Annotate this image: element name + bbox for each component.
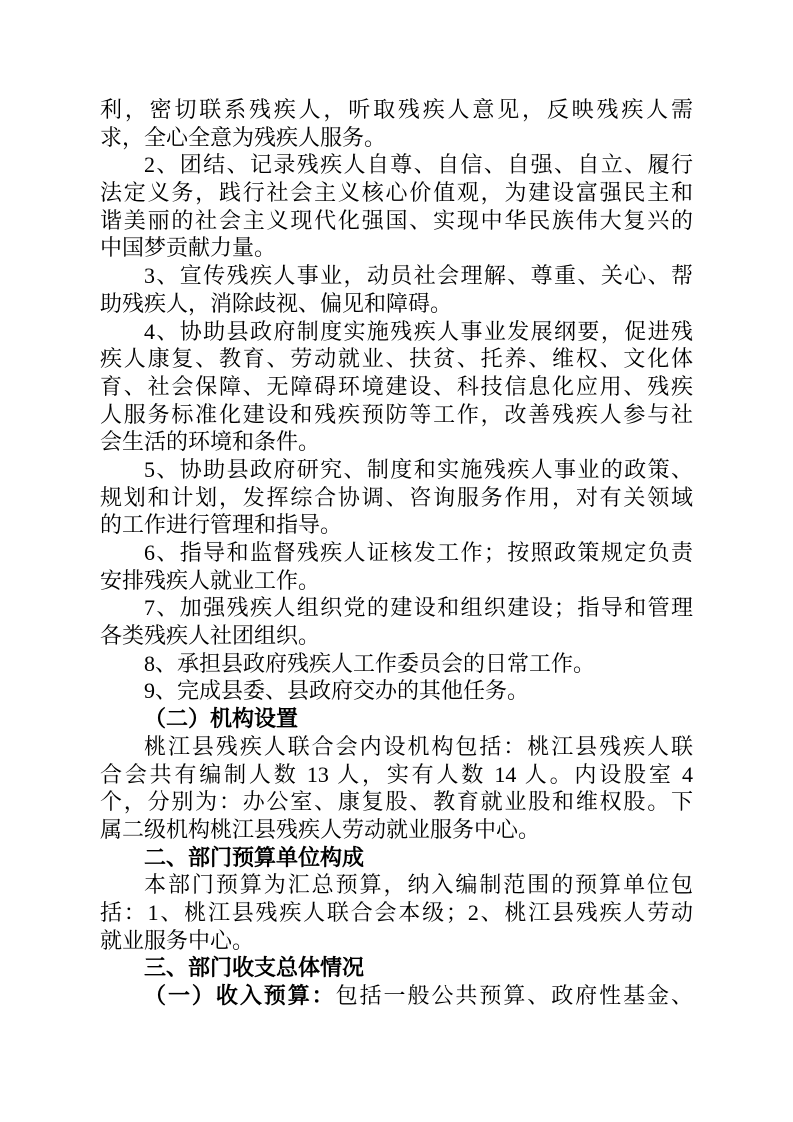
text-line <box>100 345 693 373</box>
paragraph <box>100 650 693 678</box>
bold-text-run: 二、部门预算单位构成 <box>144 844 365 870</box>
text-line <box>100 899 693 927</box>
text-line <box>100 373 693 401</box>
text-line <box>100 318 693 346</box>
paragraph <box>100 262 693 317</box>
text-run: 个，分别为：办公室、康复股、教育就业股和维权股。下 <box>100 789 693 815</box>
text-run: 谐美丽的社会主义现代化强国、实现中华民族伟大复兴的 <box>100 207 693 233</box>
text-line <box>100 262 693 290</box>
section-heading <box>100 705 693 733</box>
text-line <box>100 567 693 595</box>
text-line <box>100 927 693 955</box>
text-run: 5、协助县政府研究、制度和实施残疾人事业的政策、 <box>144 456 693 482</box>
text-line <box>100 761 693 789</box>
text-run: 6、指导和监督残疾人证核发工作；按照政策规定负责 <box>144 540 693 565</box>
text-line <box>100 816 693 844</box>
text-line <box>100 844 693 872</box>
bold-text-run: （二）机构设置 <box>144 706 299 732</box>
text-line <box>100 511 693 539</box>
text-line <box>100 290 693 318</box>
text-run: 合会共有编制人数 13 人，实有人数 14 人。内设股室 4 <box>100 761 693 787</box>
paragraph <box>100 733 693 844</box>
text-line <box>100 954 693 982</box>
text-run: 疾人康复、教育、劳动就业、扶贫、托养、维权、文化体 <box>100 346 693 372</box>
text-line <box>100 677 693 705</box>
text-run: 法定义务，践行社会主义核心价值观，为建设富强民主和 <box>100 180 693 206</box>
text-run: 8、承担县政府残疾人工作委员会的日常工作。 <box>144 650 596 676</box>
document-body <box>100 96 693 1010</box>
text-run: 规划和计划，发挥综合协调、咨询服务作用，对有关领域 <box>100 484 693 510</box>
bold-text-run: 三、部门收支总体情况 <box>144 955 365 981</box>
text-run: 育、社会保障、无障碍环境建设、科技信息化应用、残疾 <box>100 373 693 399</box>
text-line <box>100 788 693 816</box>
text-line <box>100 428 693 456</box>
paragraph <box>100 871 693 954</box>
text-run: 属二级机构桃江县残疾人劳动就业服务中心。 <box>100 816 541 842</box>
text-line <box>100 96 693 124</box>
text-run: 助残疾人，消除歧视、偏见和障碍。 <box>100 290 453 316</box>
paragraph <box>100 539 693 594</box>
text-run: 本部门预算为汇总预算，纳入编制范围的预算单位包 <box>144 872 693 898</box>
text-line <box>100 594 693 622</box>
text-line <box>100 124 693 152</box>
text-line <box>100 179 693 207</box>
section-heading <box>100 954 693 982</box>
section-heading <box>100 844 693 872</box>
text-run: 的工作进行管理和指导。 <box>100 512 343 538</box>
text-line <box>100 234 693 262</box>
text-line <box>100 982 693 1010</box>
text-line <box>100 539 693 567</box>
paragraph <box>100 594 693 649</box>
text-run: 利，密切联系残疾人，听取残疾人意见，反映残疾人需 <box>100 97 693 122</box>
text-run: 安排残疾人就业工作。 <box>100 567 321 593</box>
text-run: 会生活的环境和条件。 <box>100 429 321 455</box>
text-run: 中国梦贡献力量。 <box>100 235 277 261</box>
text-line <box>100 151 693 179</box>
text-line <box>100 650 693 678</box>
text-run: 括：1、桃江县残疾人联合会本级；2、桃江县残疾人劳动 <box>100 899 693 925</box>
text-run: 人服务标准化建设和残疾预防等工作，改善残疾人参与社 <box>100 401 693 427</box>
text-run: 就业服务中心。 <box>100 927 255 953</box>
paragraph <box>100 677 693 705</box>
text-line <box>100 207 693 235</box>
text-line <box>100 622 693 650</box>
text-run: 3、宣传残疾人事业，动员社会理解、尊重、关心、帮 <box>144 263 693 289</box>
text-line <box>100 484 693 512</box>
text-run: 9、完成县委、县政府交办的其他任务。 <box>144 678 530 704</box>
text-run: 各类残疾人社团组织。 <box>100 623 321 649</box>
paragraph <box>100 456 693 539</box>
paragraph <box>100 318 693 456</box>
text-line <box>100 705 693 733</box>
text-run: 4、协助县政府制度实施残疾人事业发展纲要，促进残 <box>144 318 693 344</box>
text-run: 2、团结、记录残疾人自尊、自信、自强、自立、履行 <box>144 152 693 178</box>
text-line <box>100 401 693 429</box>
text-line <box>100 456 693 484</box>
text-run: 7、加强残疾人组织党的建设和组织建设；指导和管理 <box>144 595 693 621</box>
paragraph <box>100 96 693 151</box>
paragraph <box>100 982 693 1010</box>
text-run: 包括一般公共预算、政府性基金、 <box>335 983 693 1008</box>
text-line <box>100 733 693 761</box>
text-run: 桃江县残疾人联合会内设机构包括：桃江县残疾人联 <box>144 733 693 759</box>
text-line <box>100 871 693 899</box>
text-run: 求，全心全意为残疾人服务。 <box>100 124 387 150</box>
paragraph <box>100 151 693 262</box>
bold-text-run: （一）收入预算： <box>144 983 336 1008</box>
